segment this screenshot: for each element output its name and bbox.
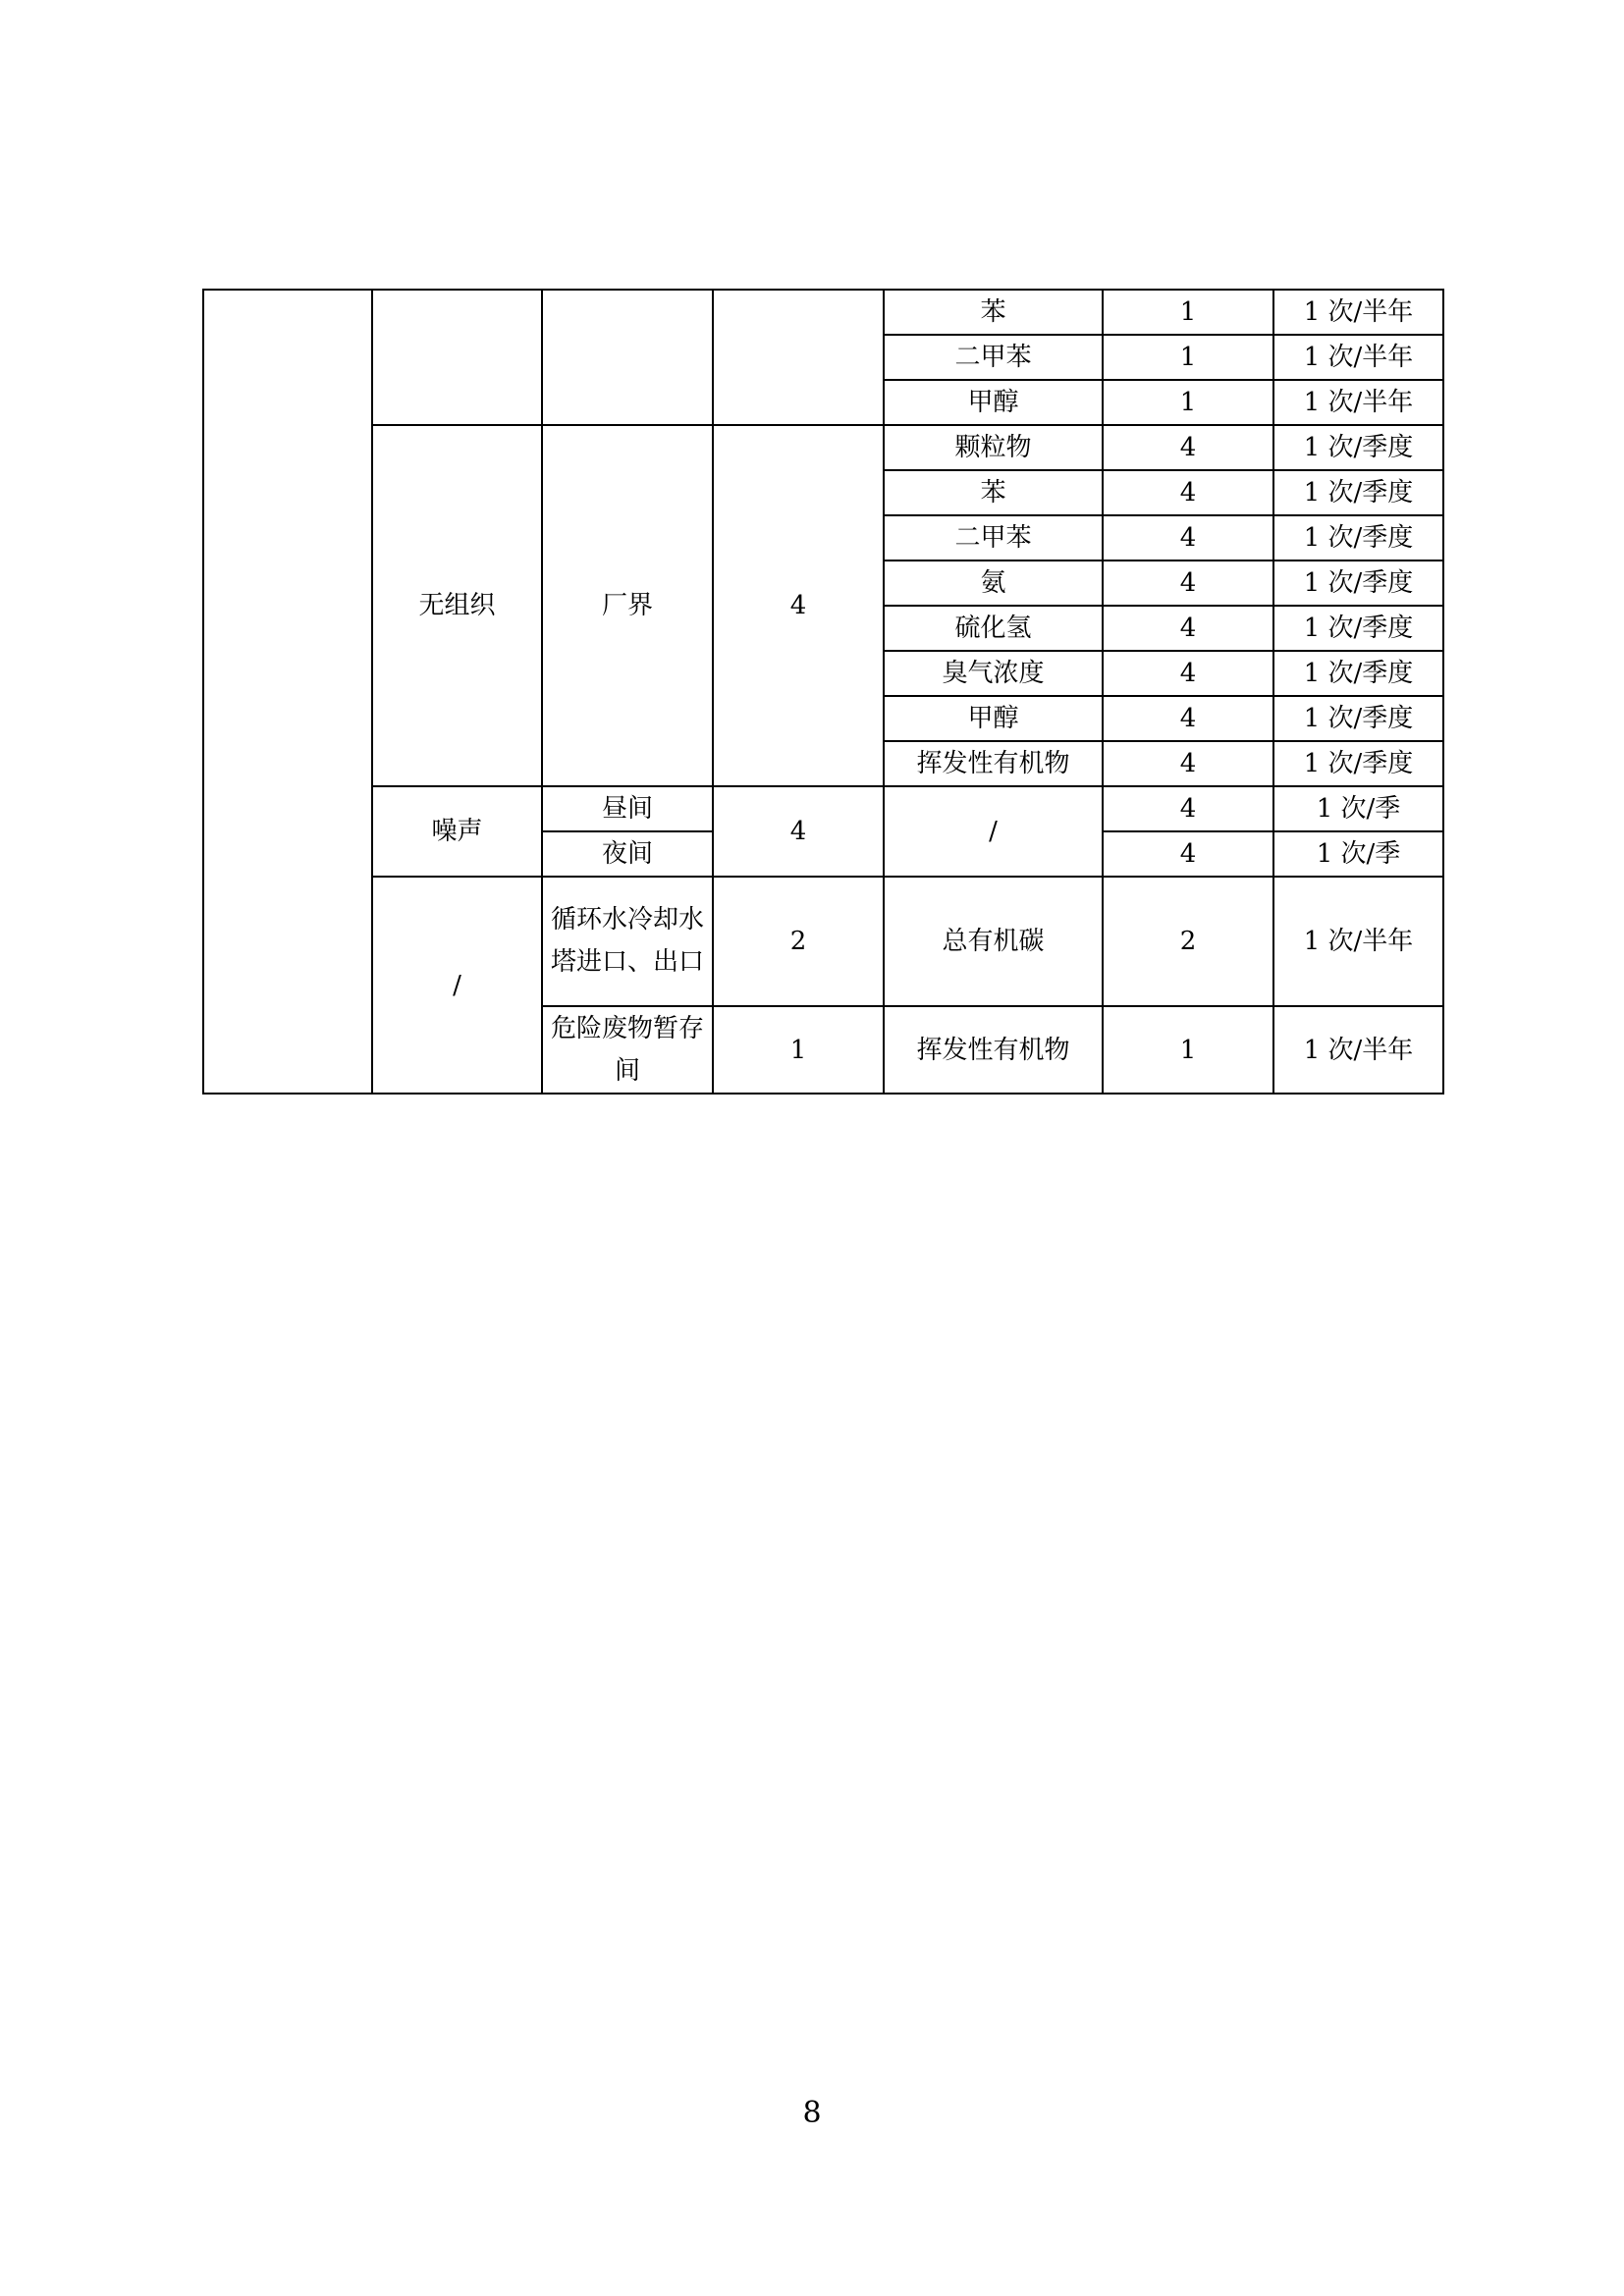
table-row	[203, 425, 1443, 470]
frequency-cell: 1 次/季度	[1273, 606, 1443, 651]
count-cell: 1	[1103, 1006, 1273, 1094]
location-cell: 夜间	[542, 831, 713, 877]
frequency-cell: 1 次/半年	[1273, 1006, 1443, 1094]
frequency-cell: 1 次/季度	[1273, 425, 1443, 470]
monitoring-table	[202, 289, 1444, 1095]
item-cell: 甲醇	[884, 380, 1103, 425]
frequency-cell: 1 次/半年	[1273, 877, 1443, 1006]
points-cell: 2	[713, 877, 884, 1006]
category-cell	[203, 290, 372, 1094]
item-cell: 臭气浓度	[884, 651, 1103, 696]
count-cell: 1	[1103, 335, 1273, 380]
frequency-cell: 1 次/季	[1273, 831, 1443, 877]
count-cell: 4	[1103, 741, 1273, 786]
item-cell: 挥发性有机物	[884, 741, 1103, 786]
frequency-cell: 1 次/季度	[1273, 470, 1443, 515]
frequency-cell: 1 次/季度	[1273, 515, 1443, 561]
item-cell: 颗粒物	[884, 425, 1103, 470]
points-cell: 4	[713, 425, 884, 786]
item-cell: 总有机碳	[884, 877, 1103, 1006]
frequency-cell: 1 次/季	[1273, 786, 1443, 831]
count-cell: 1	[1103, 380, 1273, 425]
count-cell: 4	[1103, 651, 1273, 696]
item-cell: 二甲苯	[884, 515, 1103, 561]
location-cell: 厂界	[542, 425, 713, 786]
count-cell: 4	[1103, 696, 1273, 741]
table-row	[203, 290, 1443, 335]
points-cell: 1	[713, 1006, 884, 1094]
count-cell: 4	[1103, 470, 1273, 515]
type-cell: 无组织	[372, 425, 542, 786]
item-cell: 挥发性有机物	[884, 1006, 1103, 1094]
count-cell: 4	[1103, 425, 1273, 470]
item-cell: 氨	[884, 561, 1103, 606]
location-cell	[542, 290, 713, 425]
item-cell: 苯	[884, 470, 1103, 515]
count-cell: 4	[1103, 831, 1273, 877]
table-row	[203, 877, 1443, 1006]
frequency-cell: 1 次/季度	[1273, 561, 1443, 606]
type-cell: /	[372, 877, 542, 1094]
item-cell: 硫化氢	[884, 606, 1103, 651]
frequency-cell: 1 次/季度	[1273, 696, 1443, 741]
count-cell: 4	[1103, 515, 1273, 561]
points-cell	[713, 290, 884, 425]
item-cell: 甲醇	[884, 696, 1103, 741]
count-cell: 4	[1103, 786, 1273, 831]
type-cell: 噪声	[372, 786, 542, 877]
page-number: 8	[802, 2096, 822, 2130]
table-row	[203, 786, 1443, 831]
frequency-cell: 1 次/半年	[1273, 335, 1443, 380]
item-cell: 苯	[884, 290, 1103, 335]
item-cell: 二甲苯	[884, 335, 1103, 380]
count-cell: 2	[1103, 877, 1273, 1006]
count-cell: 1	[1103, 290, 1273, 335]
location-cell: 循环水冷却水塔进口、出口	[542, 877, 713, 1006]
count-cell: 4	[1103, 561, 1273, 606]
count-cell: 4	[1103, 606, 1273, 651]
frequency-cell: 1 次/半年	[1273, 380, 1443, 425]
item-cell: /	[884, 786, 1103, 877]
points-cell: 4	[713, 786, 884, 877]
frequency-cell: 1 次/季度	[1273, 741, 1443, 786]
frequency-cell: 1 次/半年	[1273, 290, 1443, 335]
type-cell	[372, 290, 542, 425]
location-cell: 昼间	[542, 786, 713, 831]
frequency-cell: 1 次/季度	[1273, 651, 1443, 696]
location-cell: 危险废物暂存间	[542, 1006, 713, 1094]
